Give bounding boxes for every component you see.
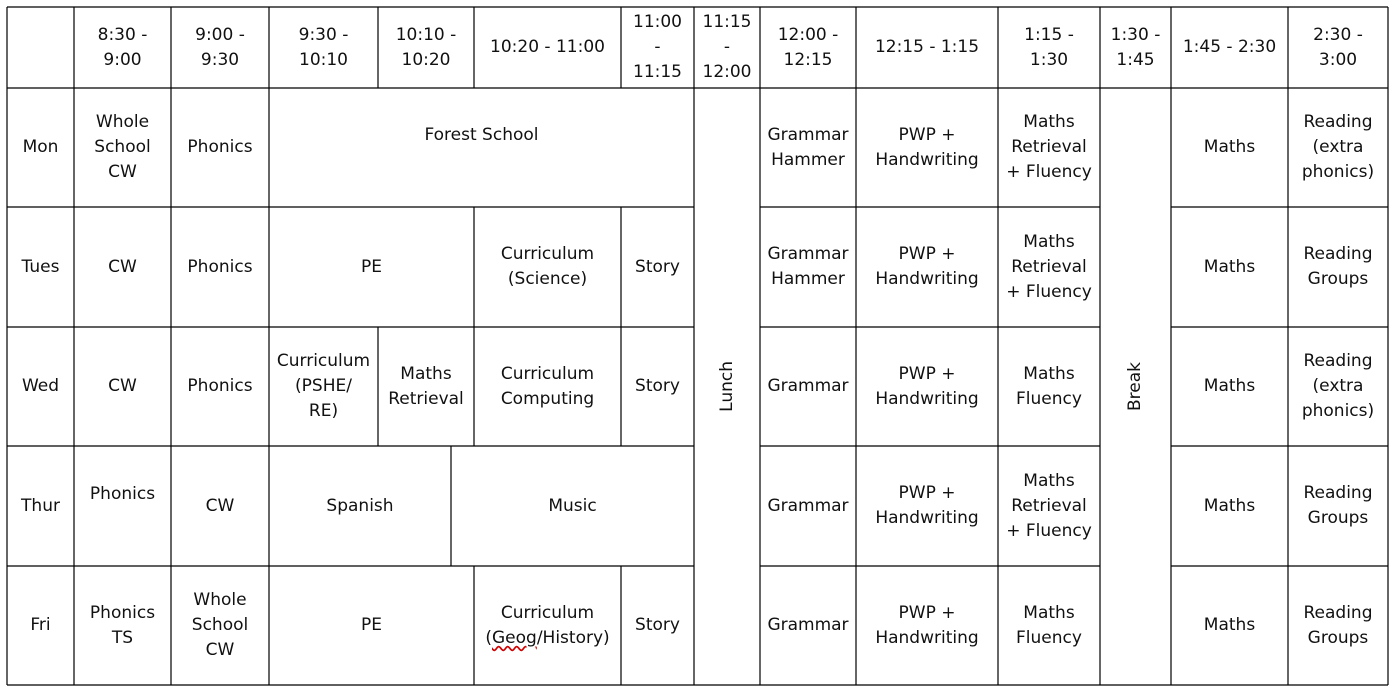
- mon-whole-school-cw: Whole School CW: [94, 112, 151, 182]
- time-header-6: 11:00 - 11:15: [633, 12, 682, 82]
- day-label-fri: Fri: [30, 615, 51, 635]
- fri-phonics-ts: Phonics TS: [89, 602, 156, 648]
- tue-pwp-handwriting: PWP + Handwriting: [875, 244, 979, 289]
- tue-reading-groups: Reading Groups: [1303, 244, 1373, 289]
- wed-maths: Maths: [1203, 376, 1256, 396]
- wed-story: Story: [635, 376, 680, 396]
- day-label-thu: Thur: [21, 495, 60, 516]
- fri-reading-groups: Reading Groups: [1303, 602, 1373, 648]
- thu-music: Music: [548, 495, 597, 516]
- time-header-11: 1:30 - 1:45: [1110, 24, 1161, 70]
- time-header-8: 12:00 - 12:15: [777, 24, 839, 70]
- mon-phonics: Phonics: [187, 137, 253, 157]
- time-header-7: 11:15 - 12:00: [702, 12, 752, 82]
- tue-story: Story: [635, 256, 680, 277]
- tue-curriculum-science: Curriculum (Science): [500, 244, 595, 289]
- time-header-4: 10:10 - 10:20: [395, 24, 457, 70]
- mon-grammar-hammer: Grammar Hammer: [767, 124, 849, 170]
- time-header-10: 1:15 - 1:30: [1024, 24, 1074, 70]
- fri-maths: Maths: [1203, 615, 1256, 635]
- day-label-mon: Mon: [22, 137, 59, 157]
- time-header-12: 1:45 - 2:30: [1182, 37, 1277, 57]
- fri-story: Story: [635, 615, 680, 635]
- thu-spanish: Spanish: [326, 495, 394, 516]
- time-header-2: 9:00 - 9:30: [195, 24, 245, 70]
- tue-maths: Maths: [1203, 256, 1256, 277]
- fri-maths-fluency: Maths Fluency: [1016, 602, 1082, 648]
- wed-curriculum-pshe-re: Curriculum (PSHE/ RE): [276, 351, 371, 421]
- day-label-tue: Tues: [21, 256, 60, 277]
- wed-pwp-handwriting: PWP + Handwriting: [875, 363, 979, 409]
- day-label-wed: Wed: [21, 376, 60, 396]
- fri-pwp-handwriting: PWP + Handwriting: [875, 602, 979, 648]
- spellcheck-underline: Geog: [491, 627, 537, 648]
- wed-reading: Reading (extra phonics): [1301, 351, 1375, 421]
- tue-phonics: Phonics: [187, 256, 253, 277]
- fri-curriculum-line2: (Geog/History): [485, 627, 610, 648]
- wed-maths-fluency: Maths Fluency: [1016, 363, 1082, 409]
- lunch-label: Lunch: [716, 361, 737, 412]
- thu-phonics: Phonics: [89, 483, 156, 504]
- mon-pwp-handwriting: PWP + Handwriting: [875, 124, 979, 170]
- fri-pe: PE: [361, 615, 382, 635]
- time-header-13: 2:30 - 3:00: [1313, 24, 1363, 70]
- fri-curriculum-geog-history: [474, 566, 621, 685]
- tue-maths-retrieval-fluency: Maths Retrieval + Fluency: [1006, 231, 1092, 302]
- mon-maths: Maths: [1203, 137, 1256, 157]
- thu-cw: CW: [205, 495, 235, 516]
- break-label: Break: [1125, 362, 1145, 411]
- thu-grammar: Grammar: [767, 495, 849, 516]
- tue-cw: CW: [108, 256, 137, 277]
- fri-curriculum-line1: Curriculum: [500, 602, 595, 623]
- break-block: [1100, 88, 1171, 685]
- fri-whole-school-cw: Whole School CW: [191, 590, 249, 660]
- wed-maths-retrieval: Maths Retrieval: [388, 363, 464, 409]
- thu-reading-groups: Reading Groups: [1303, 483, 1373, 528]
- thu-maths: Maths: [1203, 495, 1256, 516]
- time-header-9: 12:15 - 1:15: [874, 37, 980, 57]
- mon-maths-retrieval-fluency: Maths Retrieval + Fluency: [1006, 112, 1092, 182]
- time-header-3: 9:30 - 10:10: [298, 24, 349, 70]
- time-header-1: 8:30 - 9:00: [97, 24, 148, 70]
- lunch-block: [694, 88, 760, 685]
- wed-phonics: Phonics: [187, 376, 253, 396]
- time-header-5: 10:20 - 11:00: [490, 37, 605, 57]
- wed-cw: CW: [108, 376, 137, 396]
- thu-pwp-handwriting: PWP + Handwriting: [875, 483, 979, 528]
- wed-curriculum-computing: Curriculum Computing: [500, 363, 595, 409]
- tue-pe: PE: [361, 256, 382, 277]
- wed-grammar: Grammar: [767, 376, 849, 396]
- fri-grammar: Grammar: [767, 615, 849, 635]
- mon-reading: Reading (extra phonics): [1301, 112, 1375, 182]
- mon-forest-school: Forest School: [424, 125, 539, 145]
- thu-maths-retrieval-fluency: Maths Retrieval + Fluency: [1006, 470, 1092, 541]
- tue-grammar-hammer: Grammar Hammer: [767, 244, 849, 289]
